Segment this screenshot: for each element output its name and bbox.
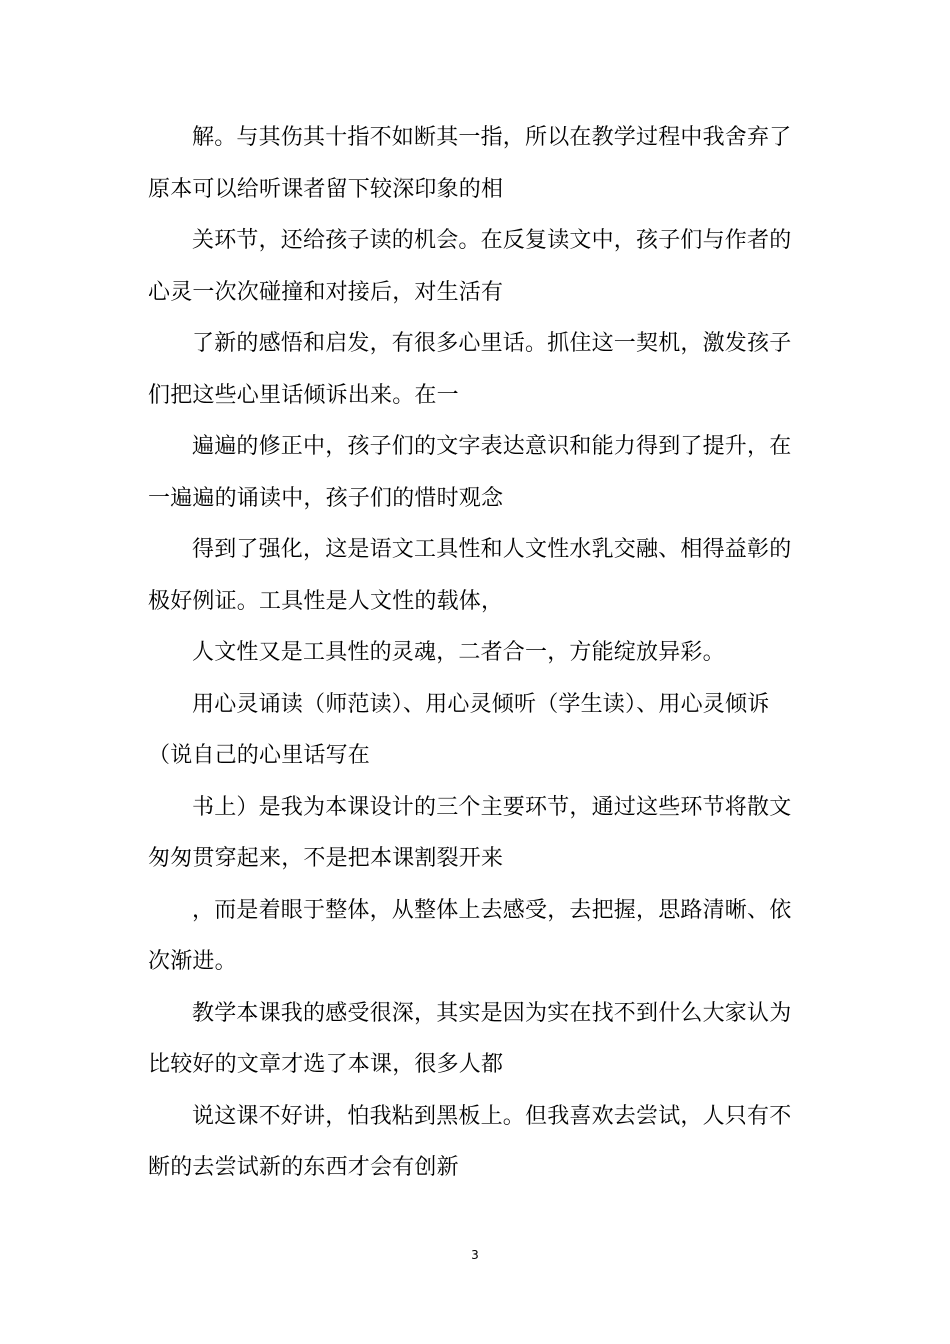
text-line: 们把这些心里话倾诉出来。在一	[148, 382, 459, 408]
text-line: 心灵一次次碰撞和对接后，对生活有	[148, 279, 504, 305]
document-body	[148, 112, 808, 1194]
text-line: 原本可以给听课者留下较深印象的相	[148, 176, 504, 202]
text-line: 一遍遍的诵读中，孩子们的惜时观念	[148, 485, 504, 511]
text-line: 关环节，还给孩子读的机会。在反复读文中，孩子们与作者的	[192, 228, 792, 253]
text-line: 用心灵诵读（师范读）、用心灵倾听（学生读）、用心灵倾诉	[192, 691, 770, 717]
paragraph	[148, 1091, 808, 1194]
text-line: 说这课不好讲，怕我粘到黑板上。但我喜欢去尝试，人只有不	[192, 1103, 792, 1129]
text-line: （说自己的心里话写在	[148, 743, 371, 768]
text-line: 教学本课我的感受很深，其实是因为实在找不到什么大家认为	[192, 1000, 792, 1026]
text-line: 得到了强化，这是语文工具性和人文性水乳交融、相得益彰的	[192, 537, 792, 562]
paragraph	[148, 524, 808, 627]
text-line: 极好例证。工具性是人文性的载体，	[148, 588, 504, 614]
paragraph	[148, 112, 808, 215]
text-line: 匆匆贯穿起来，不是把本课割裂开来	[148, 846, 504, 871]
paragraph	[148, 215, 808, 318]
paragraph	[148, 421, 808, 524]
text-line: 遍遍的修正中，孩子们的文字表达意识和能力得到了提升，在	[192, 434, 792, 459]
text-line: 了新的感悟和启发，有很多心里话。抓住这一契机，激发孩子	[192, 331, 792, 356]
paragraph	[148, 782, 808, 885]
text-line: 人文性又是工具性的灵魂，二者合一，方能绽放异彩。	[192, 640, 725, 665]
text-line: 书上）是我为本课设计的三个主要环节，通过这些环节将散文	[192, 794, 792, 820]
text-line: 断的去尝试新的东西才会有创新	[148, 1155, 459, 1180]
paragraph	[148, 988, 808, 1091]
paragraph	[148, 627, 808, 679]
text-line: 次渐进。	[148, 949, 237, 974]
paragraph	[148, 885, 808, 988]
paragraph	[148, 318, 808, 421]
text-line: 比较好的文章才选了本课，很多人都	[148, 1052, 504, 1077]
page-number: 3	[471, 1248, 479, 1262]
text-line: 解。与其伤其十指不如断其一指，所以在教学过程中我舍弃了	[192, 125, 792, 150]
paragraph	[148, 679, 808, 782]
text-line: ，而是着眼于整体，从整体上去感受，去把握，思路清晰、依	[192, 897, 792, 923]
